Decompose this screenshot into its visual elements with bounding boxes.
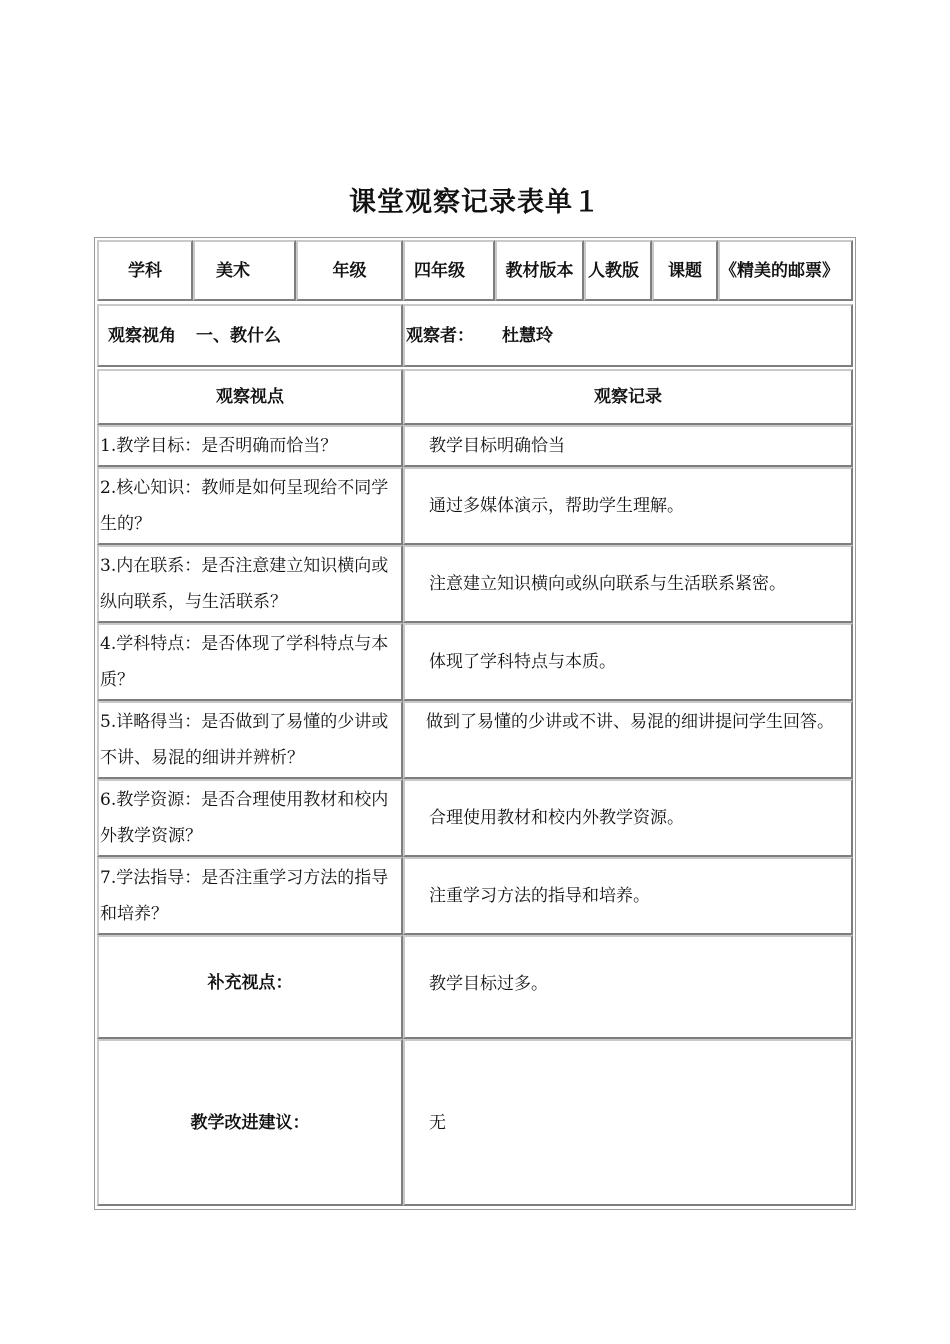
topic-label: 课题 xyxy=(652,240,718,301)
observation-point-4: 4.学科特点：是否体现了学科特点与本质？ xyxy=(97,623,403,701)
observation-point-2: 2.核心知识：教师是如何呈现给不同学生的？ xyxy=(97,467,403,545)
column-header-point: 观察视点 xyxy=(97,369,403,425)
page-title: 课堂观察记录表单１ xyxy=(349,187,601,218)
column-header-record: 观察记录 xyxy=(403,369,853,425)
observation-record-4: 体现了学科特点与本质。 xyxy=(403,623,853,701)
observation-point-7: 7.学法指导：是否注重学习方法的指导和培养？ xyxy=(97,857,403,935)
subject-label: 学科 xyxy=(97,240,193,301)
edition-label: 教材版本 xyxy=(495,240,584,301)
suggestion-value: 无 xyxy=(403,1039,853,1206)
observation-record-1: 教学目标明确恰当 xyxy=(403,425,853,467)
suggestion-label: 教学改进建议： xyxy=(97,1039,403,1206)
perspective-cell xyxy=(97,304,403,367)
supplement-label: 补充视点： xyxy=(97,935,403,1039)
observation-record-7: 注重学习方法的指导和培养。 xyxy=(403,857,853,935)
observation-point-6: 6.教学资源：是否合理使用教材和校内外教学资源？ xyxy=(97,779,403,857)
observation-point-3: 3.内在联系：是否注意建立知识横向或纵向联系，与生活联系？ xyxy=(97,545,403,623)
observation-point-5: 5.详略得当：是否做到了易懂的少讲或不讲、易混的细讲并辨析？ xyxy=(97,701,403,779)
topic-value: 《精美的邮票》 xyxy=(718,240,853,301)
observation-record-3: 注意建立知识横向或纵向联系与生活联系紧密。 xyxy=(403,545,853,623)
grade-value: 四年级 xyxy=(403,240,495,301)
observer-name: 杜慧玲 xyxy=(502,325,553,346)
edition-value: 人教版 xyxy=(584,240,652,301)
supplement-value: 教学目标过多。 xyxy=(403,935,853,1039)
grade-label: 年级 xyxy=(296,240,403,301)
perspective-value: 一、教什么 xyxy=(196,325,281,346)
observation-record-6: 合理使用教材和校内外教学资源。 xyxy=(403,779,853,857)
observation-point-1: 1.教学目标：是否明确而恰当？ xyxy=(97,425,403,467)
observer-label: 观察者： xyxy=(406,325,474,346)
observation-record-5: 做到了易懂的少讲或不讲、易混的细讲提问学生回答。 xyxy=(403,701,853,779)
subject-value: 美术 xyxy=(193,240,296,301)
perspective-label: 观察视角 xyxy=(108,325,176,346)
observer-cell xyxy=(403,304,853,367)
observation-record-2: 通过多媒体演示，帮助学生理解。 xyxy=(403,467,853,545)
